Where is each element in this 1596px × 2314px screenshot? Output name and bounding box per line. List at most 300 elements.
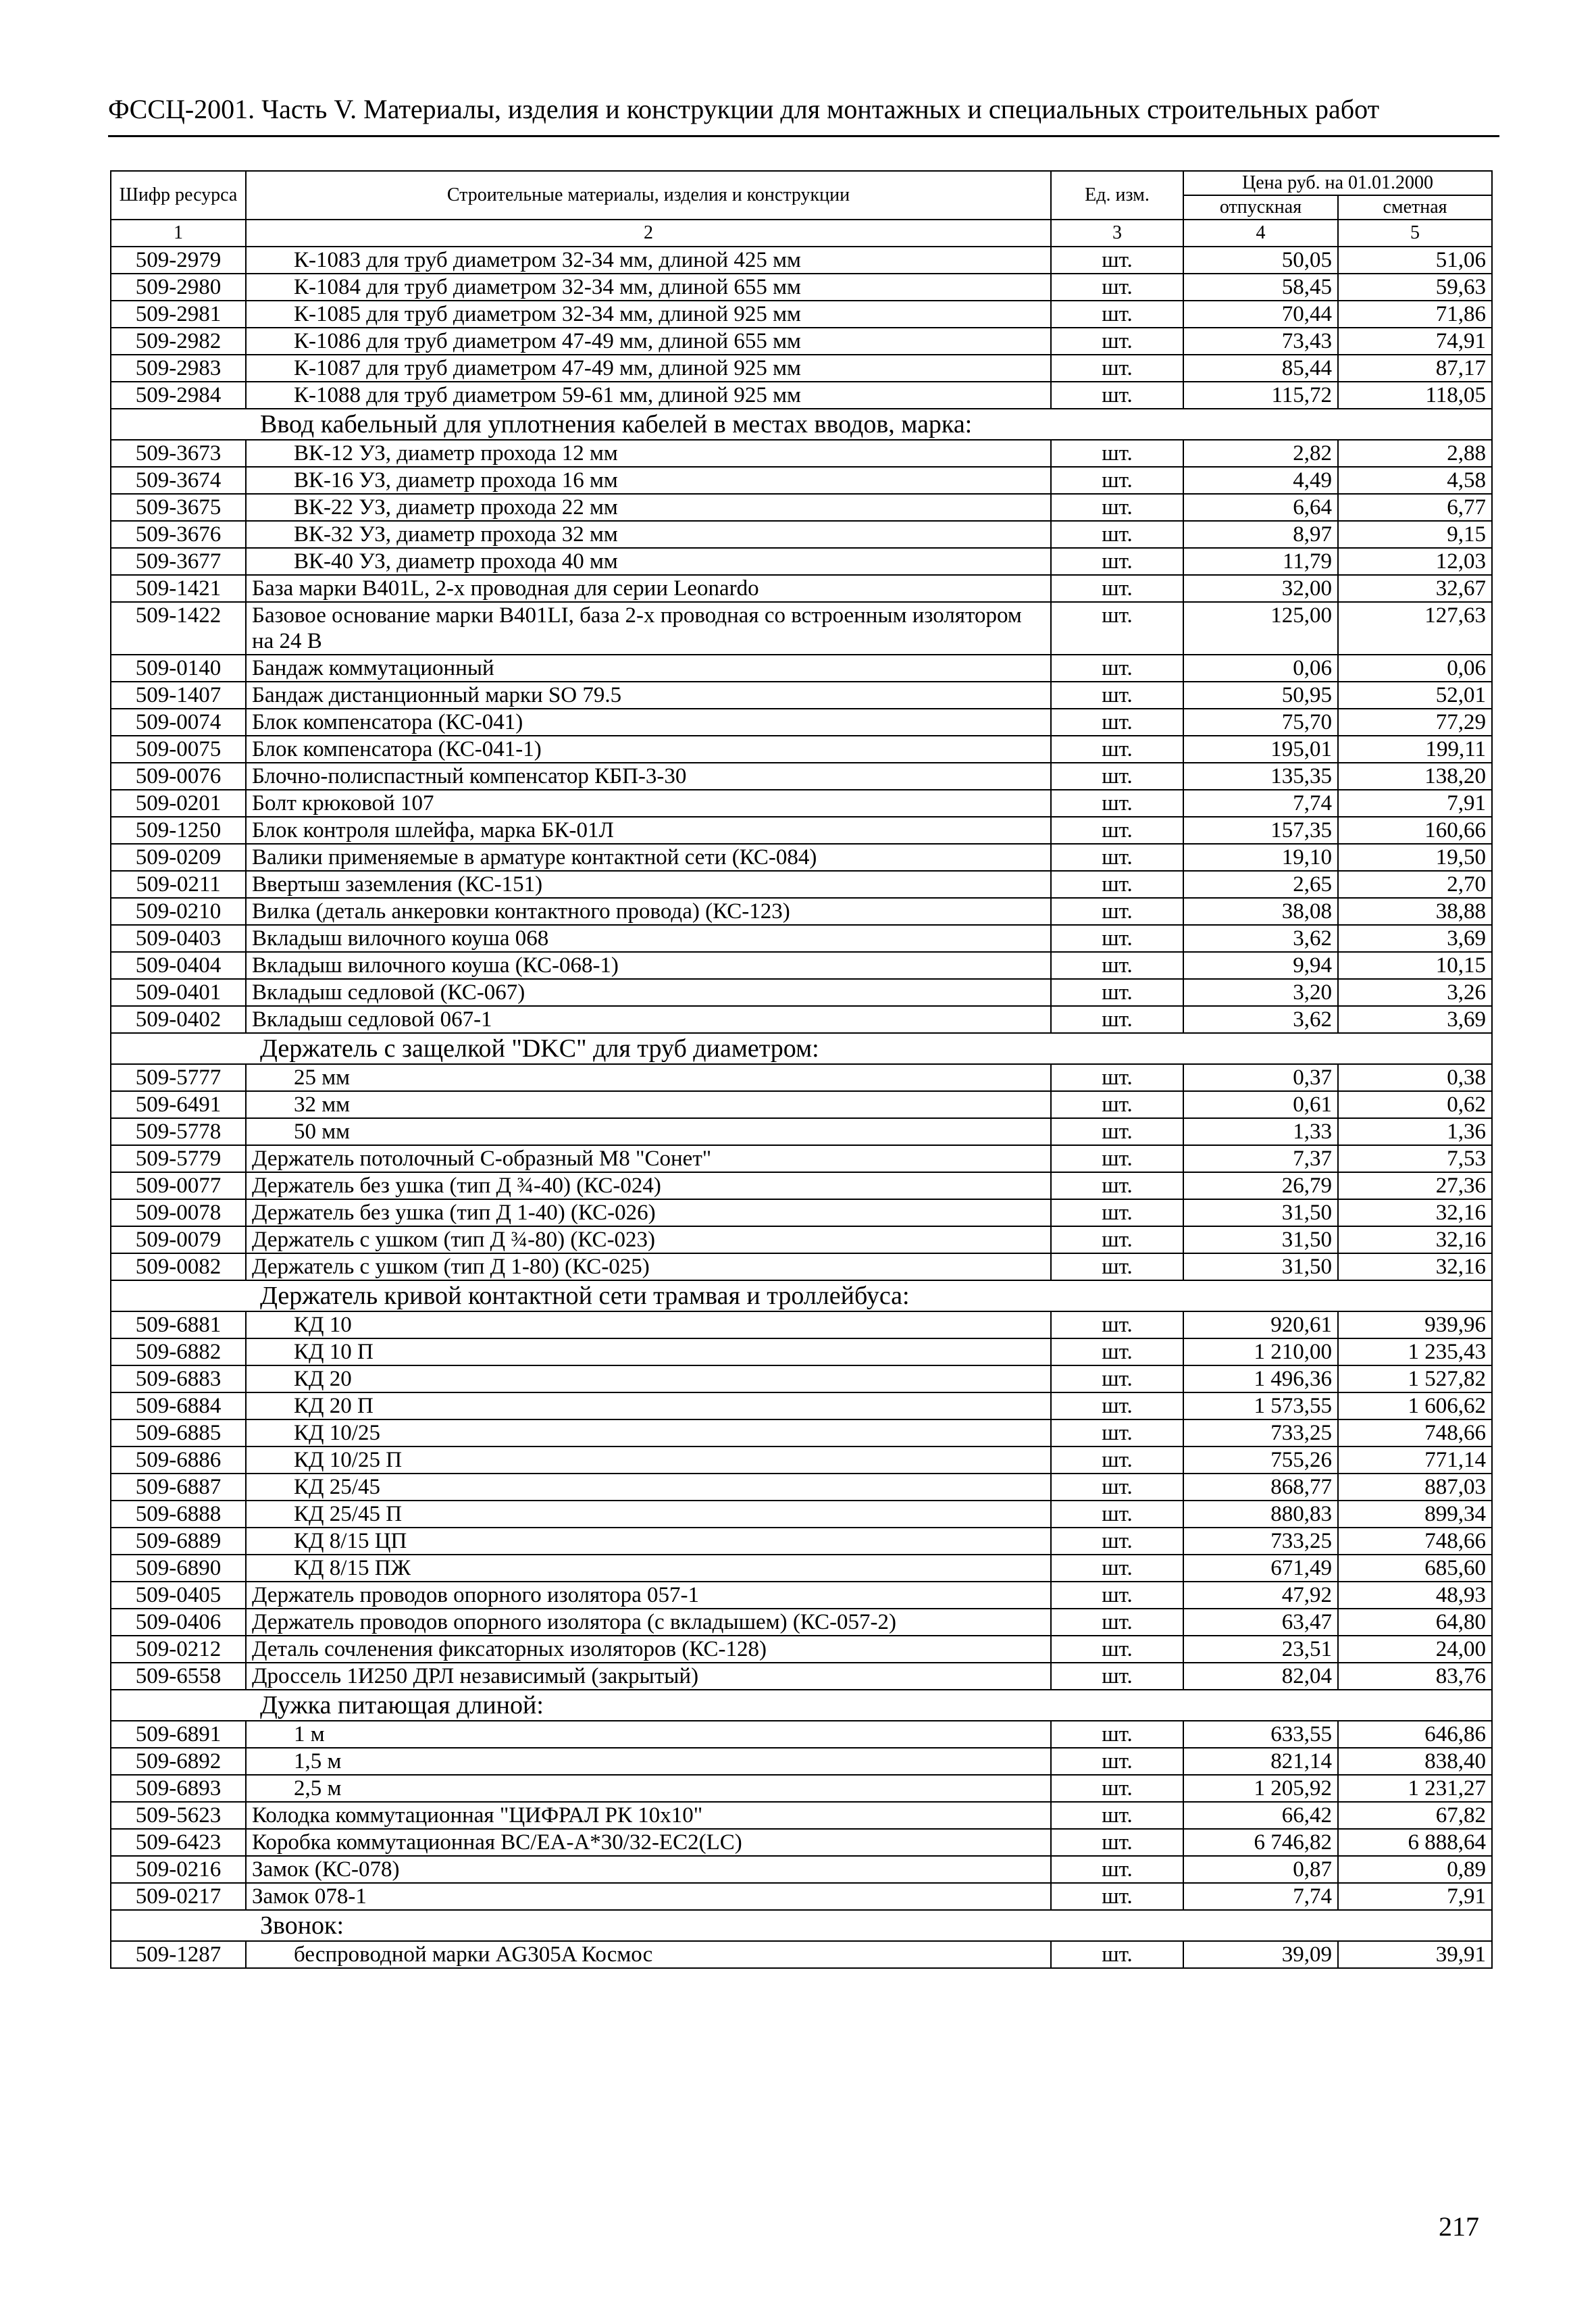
group-heading-row [111,1690,1492,1721]
resource-code-cell: 509-0405 [111,1582,246,1609]
estimate-price-cell: 19,50 [1338,844,1492,871]
estimate-price-cell: 51,06 [1338,247,1492,274]
material-name-cell: Вкладыш седловой 067-1 [246,1006,1051,1033]
unit-cell: шт. [1051,1609,1183,1636]
resource-code-cell: 509-6888 [111,1501,246,1528]
material-name-cell: Вкладыш вилочного коуша 068 [246,925,1051,952]
release-price-cell: 82,04 [1183,1663,1338,1690]
unit-cell: шт. [1051,467,1183,494]
release-price-cell: 3,62 [1183,1006,1338,1033]
resource-code-cell: 509-5778 [111,1118,246,1145]
table-row [111,1775,1492,1802]
estimate-price-cell: 3,26 [1338,979,1492,1006]
unit-cell: шт. [1051,871,1183,898]
release-price-cell: 73,43 [1183,328,1338,355]
release-price-cell: 32,00 [1183,575,1338,602]
resource-code-cell: 509-0078 [111,1199,246,1226]
estimate-price-cell: 0,06 [1338,655,1492,682]
table-row [111,1883,1492,1910]
release-price-cell: 50,95 [1183,682,1338,709]
table-row [111,817,1492,844]
unit-cell: шт. [1051,440,1183,467]
estimate-price-cell: 4,58 [1338,467,1492,494]
material-name-cell: Замок 078-1 [246,1883,1051,1910]
estimate-price-cell: 74,91 [1338,328,1492,355]
estimate-price-cell: 59,63 [1338,274,1492,301]
material-name-cell: Колодка коммутационная "ЦИФРАЛ РК 10х10" [246,1802,1051,1829]
resource-code-cell: 509-6558 [111,1663,246,1690]
resource-code-cell: 509-3674 [111,467,246,494]
material-name-cell: Базовое основание марки B401LI, база 2-х проводная со встроенным изолятором на 24 В [246,602,1051,655]
estimate-price-cell: 160,66 [1338,817,1492,844]
table-row [111,494,1492,521]
estimate-price-cell: 1 235,43 [1338,1338,1492,1365]
table-row [111,1636,1492,1663]
material-name-cell: К-1083 для труб диаметром 32-34 мм, длиной 425 мм [246,247,1051,274]
table-row [111,844,1492,871]
resource-code-cell: 509-6893 [111,1775,246,1802]
table-row [111,763,1492,790]
resource-code-cell: 509-2979 [111,247,246,274]
unit-cell: шт. [1051,1941,1183,1968]
unit-cell: шт. [1051,952,1183,979]
resource-code-cell: 509-6889 [111,1528,246,1555]
unit-cell: шт. [1051,817,1183,844]
resource-code-cell: 509-0216 [111,1856,246,1883]
unit-cell: шт. [1051,709,1183,736]
estimate-price-cell: 39,91 [1338,1941,1492,1968]
release-price-cell: 31,50 [1183,1253,1338,1280]
release-price-cell: 31,50 [1183,1226,1338,1253]
unit-cell: шт. [1051,1118,1183,1145]
resource-code-cell: 509-2983 [111,355,246,382]
table-row [111,1392,1492,1419]
estimate-price-cell: 52,01 [1338,682,1492,709]
group-heading: Дужка питающая длиной: [111,1690,1492,1721]
estimate-price-cell: 38,88 [1338,898,1492,925]
table-row [111,440,1492,467]
page-title: ФССЦ-2001. Часть V. Материалы, изделия и конструкции для монтажных и специальных строительных работ [108,94,1380,124]
group-heading: Держатель кривой контактной сети трамвая и троллейбуса: [111,1280,1492,1311]
table-row [111,655,1492,682]
table-row [111,274,1492,301]
unit-cell: шт. [1051,1172,1183,1199]
table-row [111,1311,1492,1338]
release-price-cell: 0,87 [1183,1856,1338,1883]
estimate-price-cell: 3,69 [1338,1006,1492,1033]
unit-cell: шт. [1051,1748,1183,1775]
table-row [111,1199,1492,1226]
resource-code-cell: 509-6886 [111,1447,246,1474]
unit-cell: шт. [1051,1501,1183,1528]
unit-cell: шт. [1051,494,1183,521]
resource-code-cell: 509-2980 [111,274,246,301]
resource-code-cell: 509-6491 [111,1091,246,1118]
unit-cell: шт. [1051,1528,1183,1555]
material-name-cell: Блок компенсатора (КС-041-1) [246,736,1051,763]
table-row [111,1338,1492,1365]
release-price-cell: 755,26 [1183,1447,1338,1474]
resource-code-cell: 509-1287 [111,1941,246,1968]
unit-cell: шт. [1051,1663,1183,1690]
estimate-price-cell: 2,70 [1338,871,1492,898]
unit-cell: шт. [1051,844,1183,871]
table-row [111,1582,1492,1609]
estimate-price-cell: 899,34 [1338,1501,1492,1528]
unit-cell: шт. [1051,1883,1183,1910]
release-price-cell: 47,92 [1183,1582,1338,1609]
table-row [111,736,1492,763]
estimate-price-cell: 939,96 [1338,1311,1492,1338]
estimate-price-cell: 32,16 [1338,1253,1492,1280]
material-name-cell: 25 мм [246,1064,1051,1091]
unit-cell: шт. [1051,682,1183,709]
material-name-cell: К-1086 для труб диаметром 47-49 мм, длиной 655 мм [246,328,1051,355]
release-price-cell: 733,25 [1183,1419,1338,1447]
material-name-cell: Держатель без ушка (тип Д 1-40) (КС-026) [246,1199,1051,1226]
resource-code-cell: 509-1407 [111,682,246,709]
material-name-cell: КД 10/25 [246,1419,1051,1447]
group-heading: Ввод кабельный для уплотнения кабелей в местах вводов, марка: [111,409,1492,440]
unit-cell: шт. [1051,763,1183,790]
material-name-cell: КД 8/15 ЦП [246,1528,1051,1555]
release-price-cell: 157,35 [1183,817,1338,844]
column-number: 2 [246,220,1051,247]
material-name-cell: Блок контроля шлейфа, марка БК-01Л [246,817,1051,844]
release-price-cell: 195,01 [1183,736,1338,763]
table-row [111,1941,1492,1968]
table-row [111,1501,1492,1528]
unit-cell: шт. [1051,925,1183,952]
table-row [111,1006,1492,1033]
table-row [111,602,1492,655]
material-name-cell: Вилка (деталь анкеровки контактного провода) (КС-123) [246,898,1051,925]
table-row [111,382,1492,409]
table-row [111,1663,1492,1690]
resource-code-cell: 509-0210 [111,898,246,925]
resource-code-cell: 509-0075 [111,736,246,763]
resource-code-cell: 509-1250 [111,817,246,844]
release-price-cell: 733,25 [1183,1528,1338,1555]
unit-cell: шт. [1051,247,1183,274]
material-name-cell: Держатель без ушка (тип Д ¾-40) (КС-024) [246,1172,1051,1199]
release-price-cell: 6,64 [1183,494,1338,521]
material-name-cell: ВК-40 УЗ, диаметр прохода 40 мм [246,548,1051,575]
release-price-cell: 880,83 [1183,1501,1338,1528]
resource-code-cell: 509-0074 [111,709,246,736]
unit-cell: шт. [1051,548,1183,575]
material-name-cell: 32 мм [246,1091,1051,1118]
resource-code-cell: 509-5777 [111,1064,246,1091]
estimate-price-cell: 0,89 [1338,1856,1492,1883]
header-price: Цена руб. на 01.01.2000 [1183,171,1492,195]
table-row [111,1172,1492,1199]
estimate-price-cell: 9,15 [1338,521,1492,548]
release-price-cell: 70,44 [1183,301,1338,328]
resource-code-cell: 509-0211 [111,871,246,898]
estimate-price-cell: 0,62 [1338,1091,1492,1118]
material-name-cell: Бандаж коммутационный [246,655,1051,682]
unit-cell: шт. [1051,274,1183,301]
unit-cell: шт. [1051,602,1183,655]
resource-code-cell: 509-0209 [111,844,246,871]
estimate-price-cell: 646,86 [1338,1721,1492,1748]
release-price-cell: 868,77 [1183,1474,1338,1501]
material-name-cell: Держатель с ушком (тип Д ¾-80) (КС-023) [246,1226,1051,1253]
table-row [111,1748,1492,1775]
release-price-cell: 135,35 [1183,763,1338,790]
table-row [111,1528,1492,1555]
resource-code-cell: 509-1422 [111,602,246,655]
unit-cell: шт. [1051,1555,1183,1582]
resource-code-cell: 509-0201 [111,790,246,817]
release-price-cell: 1 210,00 [1183,1338,1338,1365]
group-heading: Держатель с защелкой "DKC" для труб диаметром: [111,1033,1492,1064]
material-name-cell: ВК-16 УЗ, диаметр прохода 16 мм [246,467,1051,494]
resource-code-cell: 509-3673 [111,440,246,467]
release-price-cell: 920,61 [1183,1311,1338,1338]
group-heading: Звонок: [111,1910,1492,1941]
resource-code-cell: 509-6882 [111,1338,246,1365]
estimate-price-cell: 685,60 [1338,1555,1492,1582]
estimate-price-cell: 10,15 [1338,952,1492,979]
estimate-price-cell: 6 888,64 [1338,1829,1492,1856]
resource-code-cell: 509-6891 [111,1721,246,1748]
header-code: Шифр ресурса [111,171,246,220]
unit-cell: шт. [1051,1091,1183,1118]
unit-cell: шт. [1051,979,1183,1006]
estimate-price-cell: 1 606,62 [1338,1392,1492,1419]
unit-cell: шт. [1051,1199,1183,1226]
table-row [111,1145,1492,1172]
unit-cell: шт. [1051,1338,1183,1365]
table-row [111,1064,1492,1091]
material-name-cell: КД 25/45 П [246,1501,1051,1528]
resource-code-cell: 509-3676 [111,521,246,548]
material-name-cell: Держатель проводов опорного изолятора (с вкладышем) (КС-057-2) [246,1609,1051,1636]
table-row [111,1447,1492,1474]
table-row [111,548,1492,575]
release-price-cell: 8,97 [1183,521,1338,548]
estimate-price-cell: 7,53 [1338,1145,1492,1172]
group-heading-row [111,1910,1492,1941]
estimate-price-cell: 71,86 [1338,301,1492,328]
estimate-price-cell: 1 231,27 [1338,1775,1492,1802]
estimate-price-cell: 7,91 [1338,1883,1492,1910]
unit-cell: шт. [1051,655,1183,682]
table-row [111,1226,1492,1253]
estimate-price-cell: 138,20 [1338,763,1492,790]
unit-cell: шт. [1051,1226,1183,1253]
unit-cell: шт. [1051,790,1183,817]
resource-code-cell: 509-2981 [111,301,246,328]
material-name-cell: КД 8/15 ПЖ [246,1555,1051,1582]
release-price-cell: 115,72 [1183,382,1338,409]
material-name-cell: К-1087 для труб диаметром 47-49 мм, длиной 925 мм [246,355,1051,382]
resource-code-cell: 509-6884 [111,1392,246,1419]
table-row [111,521,1492,548]
material-name-cell: Блок компенсатора (КС-041) [246,709,1051,736]
resource-code-cell: 509-5779 [111,1145,246,1172]
table-row [111,1253,1492,1280]
unit-cell: шт. [1051,1856,1183,1883]
release-price-cell: 1 573,55 [1183,1392,1338,1419]
release-price-cell: 7,74 [1183,790,1338,817]
unit-cell: шт. [1051,1392,1183,1419]
material-name-cell: Дроссель 1И250 ДРЛ независимый (закрытый) [246,1663,1051,1690]
table-row [111,1802,1492,1829]
unit-cell: шт. [1051,1006,1183,1033]
unit-cell: шт. [1051,1064,1183,1091]
release-price-cell: 0,06 [1183,655,1338,682]
column-number: 3 [1051,220,1183,247]
estimate-price-cell: 32,16 [1338,1199,1492,1226]
estimate-price-cell: 32,16 [1338,1226,1492,1253]
table-row [111,1609,1492,1636]
release-price-cell: 66,42 [1183,1802,1338,1829]
resource-code-cell: 509-6890 [111,1555,246,1582]
unit-cell: шт. [1051,1253,1183,1280]
estimate-price-cell: 32,67 [1338,575,1492,602]
resource-code-cell: 509-1421 [111,575,246,602]
unit-cell: шт. [1051,1447,1183,1474]
material-name-cell: 2,5 м [246,1775,1051,1802]
estimate-price-cell: 771,14 [1338,1447,1492,1474]
estimate-price-cell: 24,00 [1338,1636,1492,1663]
estimate-price-cell: 87,17 [1338,355,1492,382]
unit-cell: шт. [1051,328,1183,355]
unit-cell: шт. [1051,1419,1183,1447]
release-price-cell: 3,62 [1183,925,1338,952]
release-price-cell: 7,74 [1183,1883,1338,1910]
estimate-price-cell: 48,93 [1338,1582,1492,1609]
page-number: 217 [1439,2211,1479,2242]
release-price-cell: 58,45 [1183,274,1338,301]
estimate-price-cell: 838,40 [1338,1748,1492,1775]
material-name-cell: КД 10 [246,1311,1051,1338]
estimate-price-cell: 83,76 [1338,1663,1492,1690]
table-row [111,247,1492,274]
table-row [111,301,1492,328]
unit-cell: шт. [1051,1474,1183,1501]
table-row [111,1856,1492,1883]
release-price-cell: 4,49 [1183,467,1338,494]
release-price-cell: 7,37 [1183,1145,1338,1172]
material-name-cell: Держатель с ушком (тип Д 1-80) (КС-025) [246,1253,1051,1280]
unit-cell: шт. [1051,1145,1183,1172]
estimate-price-cell: 199,11 [1338,736,1492,763]
material-name-cell: ВК-32 УЗ, диаметр прохода 32 мм [246,521,1051,548]
table-row [111,1474,1492,1501]
table-row [111,925,1492,952]
material-name-cell: КД 10 П [246,1338,1051,1365]
release-price-cell: 75,70 [1183,709,1338,736]
table-row [111,979,1492,1006]
material-name-cell: Бандаж дистанционный марки SO 79.5 [246,682,1051,709]
column-number: 5 [1338,220,1492,247]
table-row [111,898,1492,925]
release-price-cell: 26,79 [1183,1172,1338,1199]
release-price-cell: 2,82 [1183,440,1338,467]
group-heading-row [111,1033,1492,1064]
table-row [111,1555,1492,1582]
material-name-cell: Замок (КС-078) [246,1856,1051,1883]
table-row [111,1721,1492,1748]
resource-code-cell: 509-6892 [111,1748,246,1775]
material-name-cell: беспроводной марки AG305A Космос [246,1941,1051,1968]
material-name-cell: КД 20 [246,1365,1051,1392]
release-price-cell: 1 205,92 [1183,1775,1338,1802]
material-name-cell: Держатель проводов опорного изолятора 057-1 [246,1582,1051,1609]
material-name-cell: КД 20 П [246,1392,1051,1419]
unit-cell: шт. [1051,1775,1183,1802]
column-number: 4 [1183,220,1338,247]
resource-code-cell: 509-0077 [111,1172,246,1199]
material-name-cell: Коробка коммутационная BC/EA-A*30/32-EC2(LC) [246,1829,1051,1856]
material-name-cell: 1 м [246,1721,1051,1748]
unit-cell: шт. [1051,521,1183,548]
resource-code-cell: 509-0402 [111,1006,246,1033]
estimate-price-cell: 0,38 [1338,1064,1492,1091]
resource-code-cell: 509-6883 [111,1365,246,1392]
table-row [111,467,1492,494]
resource-code-cell: 509-3675 [111,494,246,521]
material-name-cell: Вкладыш вилочного коуша (КС-068-1) [246,952,1051,979]
release-price-cell: 633,55 [1183,1721,1338,1748]
release-price-cell: 50,05 [1183,247,1338,274]
unit-cell: шт. [1051,736,1183,763]
material-name-cell: Вкладыш седловой (КС-067) [246,979,1051,1006]
header-release-price: отпускная [1183,195,1338,220]
header-estimate-price: сметная [1338,195,1492,220]
unit-cell: шт. [1051,898,1183,925]
release-price-cell: 0,37 [1183,1064,1338,1091]
unit-cell: шт. [1051,1802,1183,1829]
release-price-cell: 1,33 [1183,1118,1338,1145]
header-name: Строительные материалы, изделия и конструкции [246,171,1051,220]
unit-cell: шт. [1051,575,1183,602]
estimate-price-cell: 27,36 [1338,1172,1492,1199]
material-name-cell: ВК-12 УЗ, диаметр прохода 12 мм [246,440,1051,467]
resource-code-cell: 509-0082 [111,1253,246,1280]
column-number: 1 [111,220,246,247]
estimate-price-cell: 748,66 [1338,1528,1492,1555]
group-heading-row [111,1280,1492,1311]
resource-code-cell: 509-0217 [111,1883,246,1910]
release-price-cell: 6 746,82 [1183,1829,1338,1856]
material-name-cell: ВК-22 УЗ, диаметр прохода 22 мм [246,494,1051,521]
estimate-price-cell: 12,03 [1338,548,1492,575]
material-name-cell: Блочно-полиспастный компенсатор КБП-3-30 [246,763,1051,790]
resource-code-cell: 509-6423 [111,1829,246,1856]
resource-code-cell: 509-0404 [111,952,246,979]
table-row [111,1365,1492,1392]
price-table-body [111,247,1492,1968]
release-price-cell: 671,49 [1183,1555,1338,1582]
material-name-cell: КД 10/25 П [246,1447,1051,1474]
release-price-cell: 9,94 [1183,952,1338,979]
release-price-cell: 39,09 [1183,1941,1338,1968]
header-unit: Ед. изм. [1051,171,1183,220]
unit-cell: шт. [1051,382,1183,409]
material-name-cell: К-1088 для труб диаметром 59-61 мм, длиной 925 мм [246,382,1051,409]
table-row [111,1829,1492,1856]
estimate-price-cell: 77,29 [1338,709,1492,736]
group-heading-row [111,409,1492,440]
estimate-price-cell: 887,03 [1338,1474,1492,1501]
material-name-cell: 1,5 м [246,1748,1051,1775]
estimate-price-cell: 127,63 [1338,602,1492,655]
